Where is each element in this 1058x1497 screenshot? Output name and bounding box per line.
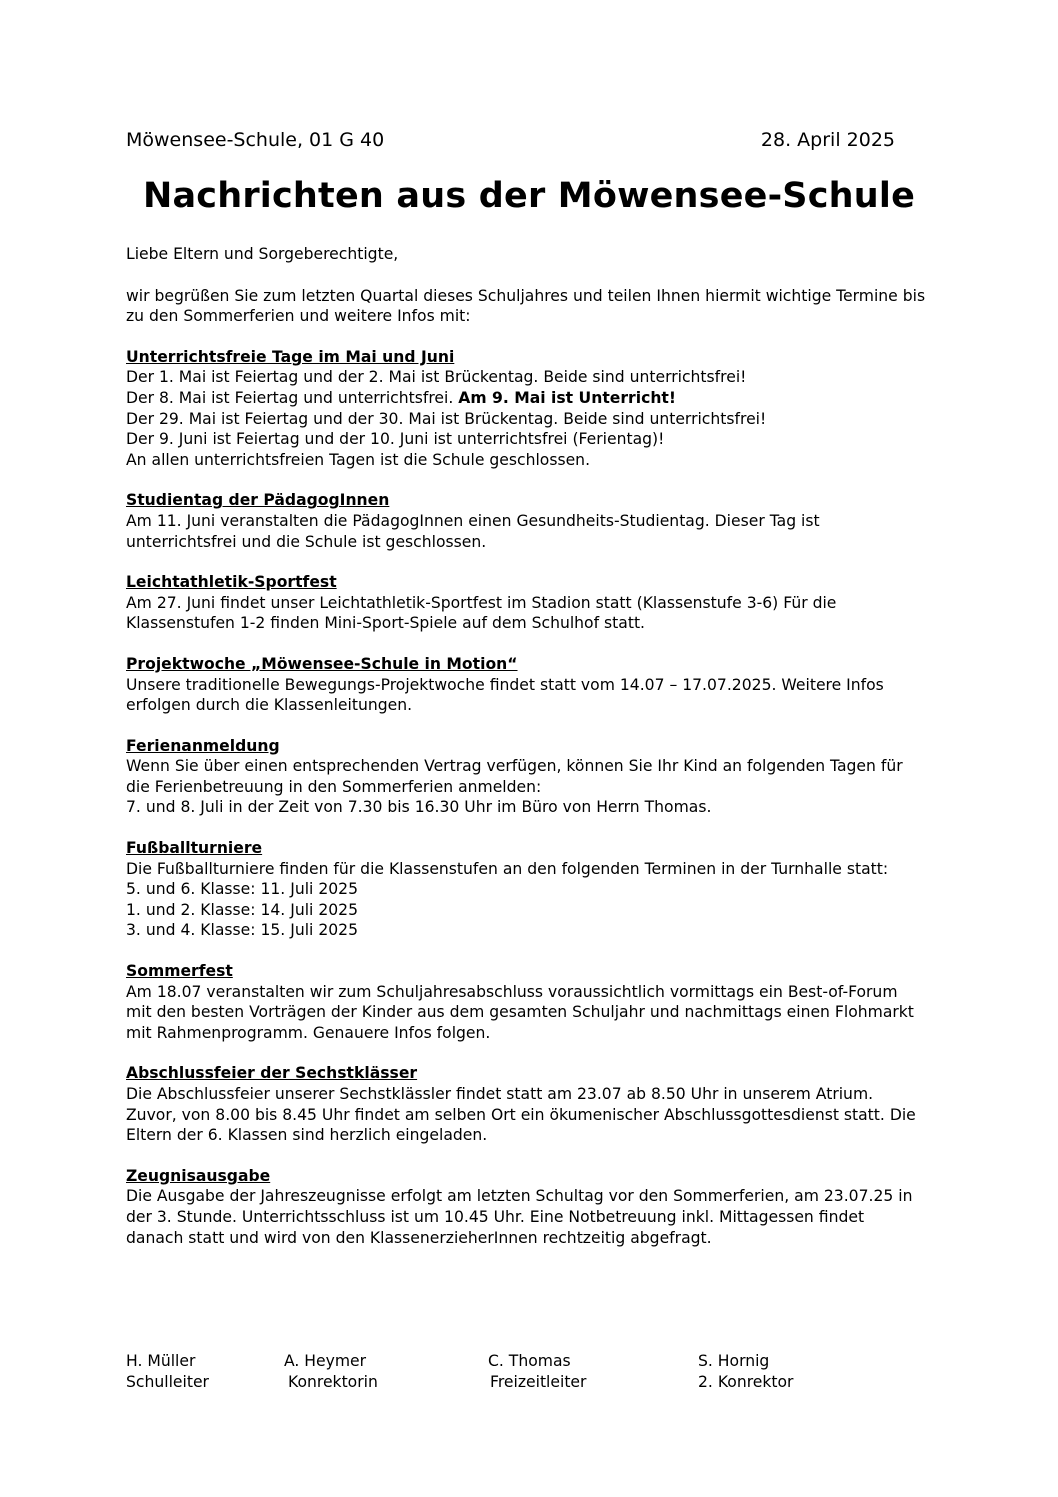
section-text: Wenn Sie über einen entsprechenden Vertrag verfügen, können Sie Ihr Kind an folgenden Tagen für die Ferienbetreuung in den Sommerferien anmelden: — [126, 757, 903, 796]
section-heading: Sommerfest — [126, 962, 233, 981]
section-text: Die Ausgabe der Jahreszeugnisse erfolgt am letzten Schultag vor den Sommerferien, am 23.07.25 in der 3. Stunde. Unterrichtsschluss ist um 10.45 Uhr. Eine Notbetreuung inkl. Mittagessen findet danach statt und wird von den KlassenerzieherInnen rechtzeitig abgefragt. — [126, 1187, 913, 1247]
signature-name: A. Heymer — [284, 1352, 367, 1370]
signature-name: C. Thomas — [488, 1352, 571, 1370]
section-line: Der 1. Mai ist Feiertag und der 2. Mai ist Brückentag. Beide sind unterrichtsfrei! — [126, 368, 747, 387]
section-text: Unsere traditionelle Bewegungs-Projektwoche findet statt vom 14.07 – 17.07.2025. Weitere Infos erfolgen durch die Klassenleitungen. — [126, 675, 884, 715]
section-line: Der 29. Mai ist Feiertag und der 30. Mai ist Brückentag. Beide sind unterrichtsfrei! — [126, 409, 767, 428]
signature-role: Konrektorin — [288, 1373, 378, 1391]
section-heading: Fußballturniere — [126, 839, 263, 858]
section-text: Die Fußballturniere finden für die Klassenstufen an den folgenden Terminen in der Turnhalle statt: — [126, 859, 889, 878]
header-school: Möwensee-Schule, 01 G 40 — [126, 129, 385, 151]
section-line-text: Der 8. Mai ist Feiertag und unterrichtsfrei. — [126, 388, 459, 407]
section-heading: Unterrichtsfreie Tage im Mai und Juni — [126, 347, 455, 366]
letter-body — [126, 244, 926, 1268]
section-line: Der 9. Juni ist Feiertag und der 10. Juni ist unterrichtsfrei (Ferientag)! — [126, 430, 665, 449]
section-studientag — [126, 490, 926, 552]
signature-thomas — [488, 1351, 586, 1393]
signature-role: Freizeitleiter — [490, 1373, 587, 1391]
section-sommerfest — [126, 961, 926, 1043]
section-line — [126, 388, 926, 409]
section-unterrichtsfreie-tage — [126, 347, 926, 471]
section-line: An allen unterrichtsfreien Tagen ist die Schule geschlossen. — [126, 450, 591, 469]
section-heading: Projektwoche „Möwensee-Schule in Motion“ — [126, 654, 518, 673]
page-title: Nachrichten aus der Möwensee-Schule — [142, 176, 916, 216]
greeting: Liebe Eltern und Sorgeberechtigte, — [126, 245, 399, 263]
intro-paragraph: wir begrüßen Sie zum letzten Quartal dieses Schuljahres und teilen Ihnen hiermit wichtige Termine bis zu den Sommerferien und weitere Infos mit: — [126, 286, 926, 326]
section-projektwoche — [126, 654, 926, 716]
section-heading: Studientag der PädagogInnen — [126, 491, 390, 510]
signature-role: 2. Konrektor — [698, 1373, 794, 1391]
section-heading: Ferienanmeldung — [126, 736, 280, 755]
section-text: Am 27. Juni findet unser Leichtathletik-Sportfest im Stadion statt (Klassenstufe 3-6) Für die Klassenstufen 1-2 finden Mini-Sport-Spiele auf dem Schulhof statt. — [126, 593, 837, 633]
section-line: 7. und 8. Juli in der Zeit von 7.30 bis 16.30 Uhr im Büro von Herrn Thomas. — [126, 798, 712, 817]
signature-name: H. Müller — [126, 1352, 196, 1370]
section-text: Am 18.07 veranstalten wir zum Schuljahresabschluss voraussichtlich vormittags ein Best-of-Forum mit den besten Vorträgen der Kinder aus dem gesamten Schuljahr und nachmittags einen Flohmarkt mit Rahmenprogramm. Genauere Infos folgen. — [126, 982, 914, 1042]
section-sportfest — [126, 572, 926, 634]
section-ferienanmeldung — [126, 736, 926, 818]
emphasis-text: Am 9. Mai ist Unterricht! — [458, 388, 676, 407]
header-date: 28. April 2025 — [760, 129, 895, 151]
signature-mueller — [126, 1351, 209, 1393]
signature-block — [126, 1351, 926, 1395]
section-fussballturniere — [126, 838, 926, 941]
section-line: 1. und 2. Klasse: 14. Juli 2025 — [126, 900, 359, 919]
section-heading: Zeugnisausgabe — [126, 1166, 271, 1185]
section-zeugnisausgabe — [126, 1166, 926, 1248]
signature-role: Schulleiter — [126, 1373, 209, 1391]
section-abschlussfeier — [126, 1063, 926, 1145]
section-heading: Abschlussfeier der Sechstklässer — [126, 1064, 418, 1083]
signature-hornig — [698, 1351, 793, 1393]
section-text: Die Abschlussfeier unserer Sechstklässler findet statt am 23.07 ab 8.50 Uhr in unserem Atrium. Zuvor, von 8.00 bis 8.45 Uhr findet am selben Ort ein ökumenischer Abschlussgottesdienst statt. Die Eltern der 6. Klassen sind herzlich eingeladen. — [126, 1085, 916, 1145]
section-text: Am 11. Juni veranstalten die PädagogInnen einen Gesundheits-Studientag. Dieser Tag ist unterrichtsfrei und die Schule ist geschlossen. — [126, 511, 820, 551]
signature-heymer — [284, 1351, 378, 1393]
section-line: 5. und 6. Klasse: 11. Juli 2025 — [126, 880, 359, 899]
section-heading: Leichtathletik-Sportfest — [126, 573, 337, 592]
signature-name: S. Hornig — [698, 1352, 770, 1370]
section-line: 3. und 4. Klasse: 15. Juli 2025 — [126, 921, 359, 940]
